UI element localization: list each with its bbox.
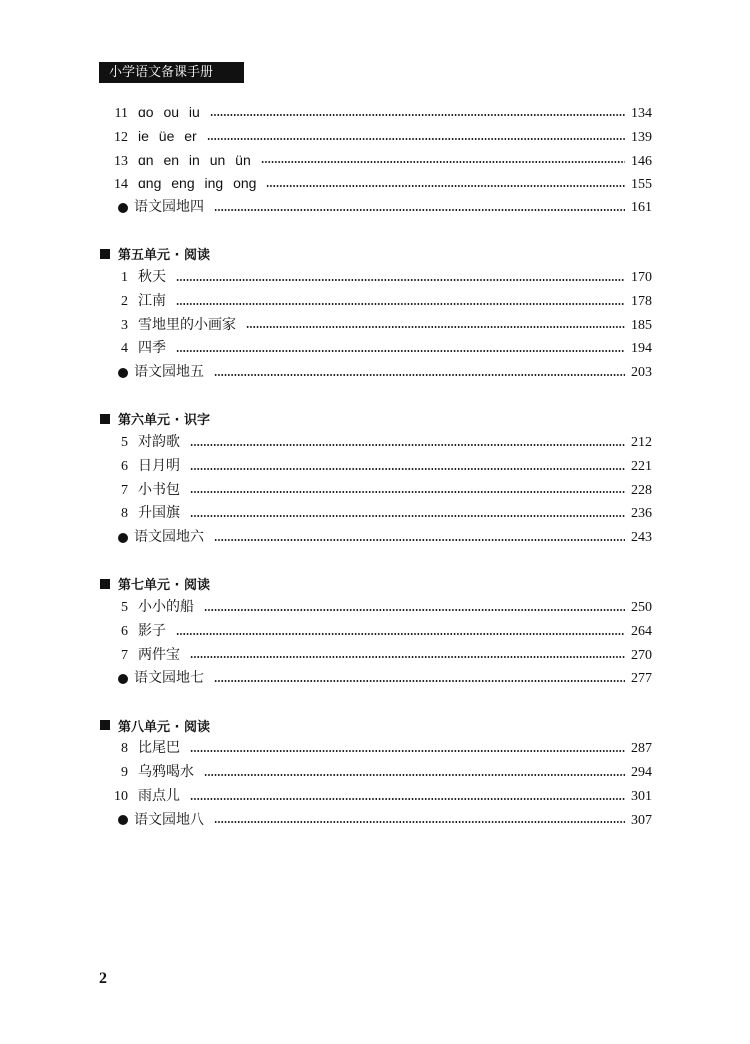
entry-page: 212 [631, 434, 652, 450]
dot-leader [214, 539, 625, 541]
entry-title: 小小的船 [138, 598, 194, 615]
entry-page: 161 [631, 200, 652, 216]
entry-title: ɑn en in un ün [138, 151, 251, 168]
dot-leader [190, 444, 625, 446]
entry-page: 307 [631, 812, 652, 828]
entry-number: 6 [121, 623, 128, 639]
entry-page: 221 [631, 458, 652, 474]
toc-entry-garden[interactable] [100, 809, 652, 833]
toc-entry[interactable] [100, 290, 652, 314]
square-bullet-icon [100, 414, 110, 424]
bullet-icon [118, 203, 128, 213]
toc-entry[interactable] [100, 596, 652, 620]
entry-page: 155 [631, 177, 652, 193]
dot-leader [246, 326, 625, 328]
entry-title: ie üe er [138, 127, 197, 144]
dot-leader [214, 821, 625, 823]
entry-number: 3 [121, 317, 128, 333]
entry-title: 四季 [138, 340, 166, 357]
entry-page: 139 [631, 129, 652, 145]
entry-number: 7 [121, 647, 128, 663]
unit-heading [100, 407, 652, 431]
entry-title: 语文园地八 [134, 811, 204, 828]
toc-entry[interactable] [100, 125, 652, 149]
table-of-contents [100, 101, 652, 832]
bullet-icon [118, 533, 128, 543]
toc-entry-garden[interactable] [100, 667, 652, 691]
toc-entry[interactable] [100, 455, 652, 479]
entry-title: ɑo ou iu [138, 104, 200, 120]
entry-title: 语文园地六 [134, 529, 204, 546]
dot-leader [266, 185, 625, 187]
entry-page: 243 [631, 530, 652, 546]
toc-entry[interactable] [100, 172, 652, 196]
dot-leader [261, 161, 625, 163]
entry-page: 277 [631, 671, 652, 687]
entry-number: 12 [114, 129, 128, 145]
entry-number: 4 [121, 341, 128, 357]
entry-title: 雨点儿 [138, 787, 180, 804]
toc-entry[interactable] [100, 314, 652, 338]
dot-leader [176, 303, 625, 305]
dot-leader [214, 374, 625, 376]
bullet-icon [118, 815, 128, 825]
toc-entry[interactable] [100, 337, 652, 361]
toc-entry[interactable] [100, 620, 652, 644]
dot-leader [214, 209, 625, 211]
entry-page: 301 [631, 788, 652, 804]
dot-leader [176, 279, 625, 281]
square-bullet-icon [100, 249, 110, 259]
toc-entry[interactable] [100, 479, 652, 503]
entry-title: 语文园地五 [134, 364, 204, 381]
dot-leader [214, 680, 625, 682]
dot-leader [176, 350, 625, 352]
entry-number: 10 [114, 788, 128, 804]
toc-entry[interactable] [100, 101, 652, 125]
entry-title: 语文园地四 [134, 199, 204, 216]
entry-title: 秋天 [138, 268, 166, 285]
entry-number: 8 [121, 741, 128, 757]
unit-heading-label: 第八单元 · 阅读 [118, 719, 210, 735]
bullet-icon [118, 368, 128, 378]
toc-entry[interactable] [100, 502, 652, 526]
entry-title: 日月明 [138, 457, 180, 474]
entry-title: 两件宝 [138, 646, 180, 663]
entry-number: 7 [121, 482, 128, 498]
dot-leader [190, 656, 625, 658]
entry-number: 14 [114, 177, 128, 193]
unit-heading [100, 713, 652, 737]
entry-page: 203 [631, 365, 652, 381]
dot-leader [190, 798, 625, 800]
entry-title: 影子 [138, 622, 166, 639]
entry-page: 228 [631, 482, 652, 498]
entry-number: 9 [121, 764, 128, 780]
toc-entry-garden[interactable] [100, 361, 652, 385]
dot-leader [190, 468, 625, 470]
dot-leader [190, 491, 625, 493]
dot-leader [190, 750, 625, 752]
square-bullet-icon [100, 720, 110, 730]
toc-entry-garden[interactable] [100, 526, 652, 550]
book-title-tag: 小学语文备课手册 [99, 62, 244, 83]
entry-number: 6 [121, 458, 128, 474]
entry-page: 185 [631, 317, 652, 333]
toc-entry-garden[interactable] [100, 196, 652, 220]
entry-title: 语文园地七 [134, 670, 204, 687]
unit-heading-label: 第五单元 · 阅读 [118, 248, 210, 264]
dot-leader [207, 138, 625, 140]
entry-title: 对韵歌 [138, 433, 180, 450]
entry-number: 5 [121, 599, 128, 615]
entry-title: ɑng eng ing ong [138, 175, 257, 192]
toc-entry[interactable] [100, 644, 652, 668]
entry-page: 236 [631, 506, 652, 522]
unit-heading-label: 第六单元 · 识字 [118, 413, 210, 429]
entry-title: 江南 [138, 292, 166, 309]
entry-page: 264 [631, 623, 652, 639]
entry-number: 11 [114, 106, 128, 121]
entry-page: 146 [631, 153, 652, 169]
unit-heading [100, 572, 652, 596]
entry-title: 乌鸦喝水 [138, 763, 194, 780]
unit-heading [100, 242, 652, 266]
entry-page: 250 [631, 599, 652, 615]
dot-leader [176, 633, 625, 635]
entry-page: 134 [631, 106, 652, 121]
entry-title: 小书包 [138, 481, 180, 498]
entry-page: 194 [631, 341, 652, 357]
toc-entry[interactable] [100, 149, 652, 173]
entry-page: 170 [631, 269, 652, 285]
toc-entry[interactable] [100, 737, 652, 761]
entry-page: 294 [631, 764, 652, 780]
entry-number: 1 [121, 269, 128, 285]
toc-entry[interactable] [100, 266, 652, 290]
entry-page: 287 [631, 741, 652, 757]
page-number: 2 [99, 970, 107, 987]
dot-leader [204, 774, 625, 776]
square-bullet-icon [100, 579, 110, 589]
entry-number: 2 [121, 293, 128, 309]
dot-leader [190, 515, 625, 517]
bullet-icon [118, 674, 128, 684]
entry-page: 270 [631, 647, 652, 663]
entry-page: 178 [631, 293, 652, 309]
dot-leader [204, 609, 625, 611]
entry-number: 13 [114, 153, 128, 169]
unit-heading-label: 第七单元 · 阅读 [118, 578, 210, 594]
toc-entry[interactable] [100, 431, 652, 455]
entry-title: 雪地里的小画家 [138, 316, 236, 333]
entry-title: 升国旗 [138, 505, 180, 522]
toc-entry[interactable] [100, 785, 652, 809]
dot-leader [210, 114, 625, 116]
entry-number: 5 [121, 434, 128, 450]
entry-title: 比尾巴 [138, 740, 180, 757]
toc-entry[interactable] [100, 761, 652, 785]
entry-number: 8 [121, 506, 128, 522]
